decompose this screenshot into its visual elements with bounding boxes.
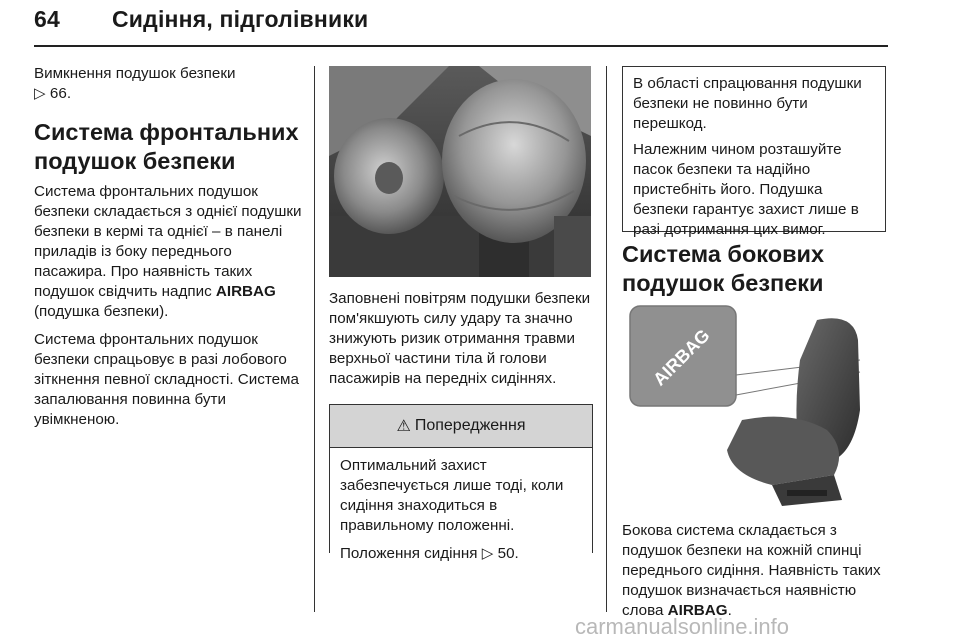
warning-box xyxy=(329,404,593,562)
column-1 xyxy=(34,64,304,430)
header-rule xyxy=(34,45,888,47)
airbag-keyword: AIRBAG xyxy=(215,283,276,300)
frontal-image-caption: Заповнені повітрям подушки безпеки пом'якшують силу удару та значно знижують ризик отримання травми верхньої частини тіла й голови пасажирів на передніх сидіннях. xyxy=(329,290,591,387)
warning-text-1: Оптимальний захист забезпечується лише тоді, коли сидіння знаходиться в правильному положенні. xyxy=(340,457,564,534)
warning-header xyxy=(330,405,592,448)
info-box-text-2: Належним чином розташуйте пасок безпеки та надійно пристебніть його. Подушка безпеки гарантує захист лише в разі дотримання цих вимог. xyxy=(633,141,859,238)
section-heading-side: Система бокових подушок безпеки xyxy=(622,241,825,296)
caption-text: Бокова система складається з подушок безпеки на кожній спинці переднього сидіння. Наявність таких подушок визначається наявністю слова xyxy=(622,522,881,619)
warning-icon: ⚠ xyxy=(396,418,411,435)
caption-text: . xyxy=(727,602,732,619)
footer-watermark: carmanualsonline.info xyxy=(575,614,790,639)
warning-body xyxy=(330,448,592,564)
arrow-ref-icon: ▷ xyxy=(481,545,494,562)
frontal-airbag-illustration xyxy=(329,66,591,277)
warning-page-ref[interactable]: 50. xyxy=(497,545,519,562)
paragraph-text: Система фронтальних подушок безпеки складається з однієї подушки безпеки в кермі та однієї – в панелі приладів із боку переднього пасажира. Про наявність таких подушок свідчить надпис xyxy=(34,183,302,300)
side-airbag-illustration xyxy=(622,300,884,511)
column-3-caption xyxy=(622,521,892,621)
warning-title: Попередження xyxy=(414,417,526,434)
frontal-paragraph-1 xyxy=(34,182,304,322)
page-number: 64 xyxy=(34,6,60,32)
side-image-caption xyxy=(622,521,892,621)
page-title: Сидіння, підголівники xyxy=(112,6,369,32)
intro-line: Вимкнення подушок безпеки xyxy=(34,65,236,82)
column-2-text xyxy=(329,289,597,389)
column-divider-2 xyxy=(606,66,607,612)
column-divider-1 xyxy=(314,66,315,612)
frontal-paragraph-2: Система фронтальних подушок безпеки спрацьовує в разі лобового зіткнення певної складності. Система запалювання повинна бути увімкненою. xyxy=(34,331,299,428)
page-header xyxy=(34,6,368,33)
paragraph-text: (подушка безпеки). xyxy=(34,303,169,320)
info-box-body xyxy=(623,67,885,240)
warning-text-2 xyxy=(340,544,582,564)
frontal-airbag-image xyxy=(329,66,591,277)
info-box-text-1: В області спрацювання подушки безпеки не повинно бути перешкод. xyxy=(633,75,862,132)
warning-ref-label: Положення сидіння xyxy=(340,545,478,562)
info-box xyxy=(622,66,886,238)
airbag-keyword: AIRBAG xyxy=(667,602,728,619)
section-heading-frontal: Система фронтальних подушок безпеки xyxy=(34,119,299,174)
seat-airbag-label: AIRBAG xyxy=(649,325,714,390)
arrow-ref-icon: ▷ xyxy=(34,85,46,102)
intro-page-ref[interactable]: 66. xyxy=(49,85,72,102)
side-airbag-image xyxy=(622,300,884,511)
intro-text xyxy=(34,64,304,104)
